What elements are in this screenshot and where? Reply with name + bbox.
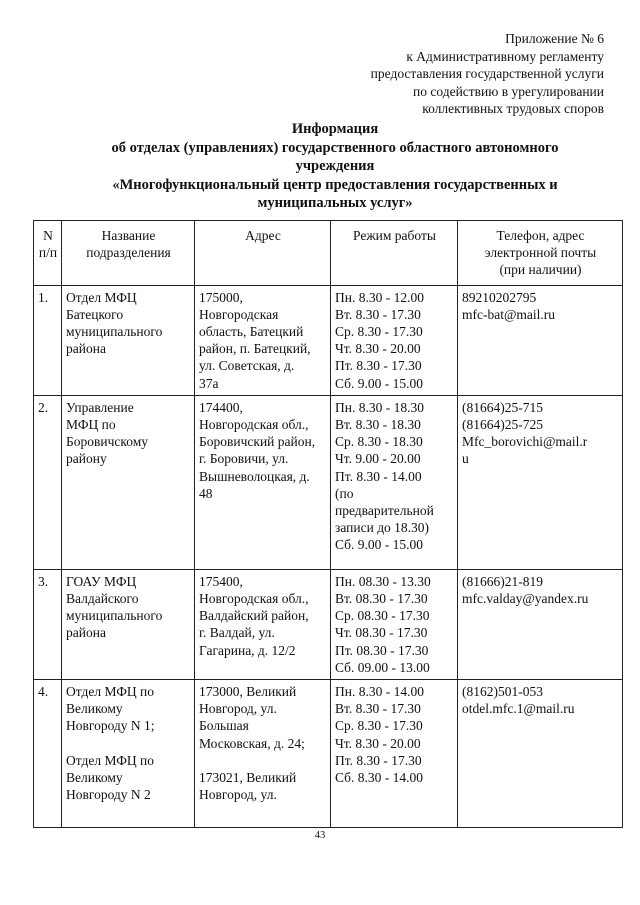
department-address-line: 174400,: [199, 399, 243, 415]
header-line: Режим работы: [353, 228, 436, 243]
department-address-line: Большая: [199, 718, 249, 734]
department-name-line: Великому: [66, 701, 123, 717]
department-name-line: района: [66, 625, 106, 641]
work-schedule-line: Пн. 8.30 - 18.30: [335, 399, 424, 415]
header-line: подразделения: [86, 245, 171, 261]
appendix-line: Приложение № 6: [505, 31, 604, 46]
department-address-line: г. Боровичи, ул.: [199, 451, 289, 467]
row-number: [34, 569, 62, 679]
department-name-line: Отдел МФЦ по: [66, 684, 155, 700]
header-address: [195, 221, 331, 286]
work-schedule-line: Вт. 8.30 - 17.30: [335, 701, 421, 717]
header-line: N: [43, 228, 53, 243]
table-row: [34, 569, 623, 679]
department-address-line: 173021, Великий: [199, 769, 297, 785]
work-schedule-line: Ср. 8.30 - 17.30: [335, 324, 423, 340]
department-contact-line: u: [462, 451, 469, 467]
department-address-line: Новгородская обл.,: [199, 417, 309, 433]
department-name-line: Управление: [66, 399, 134, 415]
department-address-line: 37а: [199, 375, 219, 391]
header-schedule: [331, 221, 458, 286]
work-schedule-line: Пн. 8.30 - 12.00: [335, 289, 424, 305]
appendix-line: предоставления государственной услуги: [370, 66, 604, 82]
department-contact-line: (8162)501-053: [462, 684, 543, 700]
department-contact-line: mfc.valday@yandex.ru: [462, 591, 589, 607]
department-contact: [458, 680, 623, 828]
department-contact-line: (81664)25-725: [462, 417, 543, 433]
department-name-line: Новгороду N 2: [66, 787, 151, 803]
department-name-line: Боровичскому: [66, 434, 149, 450]
row-number: [34, 680, 62, 828]
work-schedule-line: Вт. 8.30 - 18.30: [335, 417, 421, 433]
department-name: [62, 285, 195, 395]
appendix-heading: [371, 30, 604, 118]
work-schedule-line: Ср. 8.30 - 18.30: [335, 434, 423, 450]
table-row: [34, 680, 623, 828]
appendix-line: по содействию в урегулировании: [413, 83, 604, 99]
header-line: Название: [101, 228, 156, 243]
department-address-line: Валдайский район,: [199, 608, 309, 624]
work-schedule: [331, 680, 458, 828]
department-address-line: Новгород, ул.: [199, 787, 277, 803]
department-address-line: 48: [199, 485, 213, 501]
title-line: муниципальных услуг»: [257, 195, 413, 211]
department-address: [195, 680, 331, 828]
department-name-line: Отдел МФЦ по: [66, 752, 155, 768]
row-number-text: 2.: [38, 399, 49, 415]
department-contact-line: mfc-bat@mail.ru: [462, 306, 556, 322]
department-name-line: Валдайского: [66, 591, 139, 607]
blank-line: [66, 735, 191, 752]
department-address-line: ул. Советская, д.: [199, 358, 295, 374]
department-address-line: Боровичский район,: [199, 434, 316, 450]
work-schedule: [331, 395, 458, 569]
header-line: Адрес: [245, 228, 281, 243]
work-schedule-line: Чт. 8.30 - 20.00: [335, 735, 421, 751]
department-name-line: Новгороду N 1;: [66, 718, 155, 734]
mfc-departments-table: [33, 220, 623, 828]
department-name: [62, 569, 195, 679]
department-address-line: область, Батецкий: [199, 324, 304, 340]
department-contact-line: 89210202795: [462, 289, 537, 305]
work-schedule-line: Чт. 9.00 - 20.00: [335, 451, 421, 467]
row-number-text: 1.: [38, 289, 49, 305]
department-address-line: 175400,: [199, 573, 243, 589]
department-address-line: Вышневолоцкая, д.: [199, 468, 310, 484]
department-address-line: Новгородская обл.,: [199, 591, 309, 607]
department-address-line: район, п. Батецкий,: [199, 341, 311, 357]
work-schedule-line: Сб. 9.00 - 15.00: [335, 537, 424, 553]
row-number: [34, 395, 62, 569]
department-address: [195, 285, 331, 395]
department-address-line: 175000,: [199, 289, 243, 305]
appendix-line: к Административному регламенту: [406, 48, 604, 64]
department-address-line: Гагарина, д. 12/2: [199, 642, 296, 658]
department-address-line: Новгородская: [199, 306, 279, 322]
header-line: (при наличии): [499, 262, 582, 278]
work-schedule-line: записи до 18.30): [335, 520, 430, 536]
table-row: [34, 285, 623, 395]
work-schedule-line: Пн. 8.30 - 14.00: [335, 684, 424, 700]
work-schedule-line: Пн. 08.30 - 13.30: [335, 573, 431, 589]
header-name: [62, 221, 195, 286]
work-schedule-line: Ср. 8.30 - 17.30: [335, 718, 423, 734]
title-line: об отделах (управлениях) государственного областного автономного: [111, 139, 559, 156]
row-number-text: 4.: [38, 684, 49, 700]
work-schedule-line: Пт. 08.30 - 17.30: [335, 642, 429, 658]
row-number: [34, 285, 62, 395]
department-contact: [458, 395, 623, 569]
table-row: [34, 395, 623, 569]
department-name-line: ГОАУ МФЦ: [66, 573, 137, 589]
title-line: Информация: [291, 121, 379, 137]
department-name-line: Отдел МФЦ: [66, 289, 137, 305]
page-number: 43: [314, 830, 326, 841]
department-address: [195, 569, 331, 679]
work-schedule-line: Чт. 08.30 - 17.30: [335, 625, 428, 641]
appendix-line: коллективных трудовых споров: [422, 101, 604, 117]
department-address-line: 173000, Великий: [199, 684, 297, 700]
department-name-line: района: [66, 341, 106, 357]
work-schedule-line: Ср. 08.30 - 17.30: [335, 608, 430, 624]
work-schedule-line: Сб. 09.00 - 13.00: [335, 659, 430, 675]
blank-line: [199, 752, 327, 769]
work-schedule: [331, 285, 458, 395]
title-line: «Многофункциональный центр предоставления государственных и: [112, 176, 558, 193]
department-contact-line: (81664)25-715: [462, 399, 543, 415]
department-contact-line: Mfc_borovichi@mail.r: [462, 434, 588, 450]
work-schedule-line: Вт. 8.30 - 17.30: [335, 306, 421, 322]
department-name-line: муниципального: [66, 324, 163, 340]
work-schedule-line: Вт. 08.30 - 17.30: [335, 591, 428, 607]
document-title: [80, 120, 590, 213]
work-schedule: [331, 569, 458, 679]
department-contact-line: (81666)21-819: [462, 573, 543, 589]
department-name: [62, 680, 195, 828]
work-schedule-line: Сб. 8.30 - 14.00: [335, 770, 424, 786]
work-schedule-line: Пт. 8.30 - 17.30: [335, 752, 422, 768]
department-name: [62, 395, 195, 569]
header-number: [34, 221, 62, 286]
work-schedule-line: Пт. 8.30 - 14.00: [335, 468, 422, 484]
department-contact: [458, 285, 623, 395]
department-address-line: Московская, д. 24;: [199, 735, 305, 751]
department-contact: [458, 569, 623, 679]
department-name-line: Батецкого: [66, 306, 124, 322]
header-contact: [458, 221, 623, 286]
department-contact-line: otdel.mfc.1@mail.ru: [462, 701, 575, 717]
header-line: Телефон, адрес: [496, 228, 585, 243]
header-line: п/п: [38, 245, 58, 261]
department-name-line: МФЦ по: [66, 417, 116, 433]
department-address-line: Новгород, ул.: [199, 701, 277, 717]
work-schedule-line: Сб. 9.00 - 15.00: [335, 375, 424, 391]
work-schedule-line: Пт. 8.30 - 17.30: [335, 358, 422, 374]
header-line: электронной почты: [484, 245, 597, 261]
department-name-line: Великому: [66, 769, 123, 785]
table-header-row: [34, 221, 623, 286]
department-name-line: муниципального: [66, 608, 163, 624]
department-address-line: г. Валдай, ул.: [199, 625, 275, 641]
row-number-text: 3.: [38, 573, 49, 589]
work-schedule-line: Чт. 8.30 - 20.00: [335, 341, 421, 357]
work-schedule-line: (по: [335, 485, 354, 501]
department-name-line: району: [66, 451, 107, 467]
department-address: [195, 395, 331, 569]
title-line: учреждения: [295, 158, 375, 174]
work-schedule-line: предварительной: [335, 503, 434, 519]
